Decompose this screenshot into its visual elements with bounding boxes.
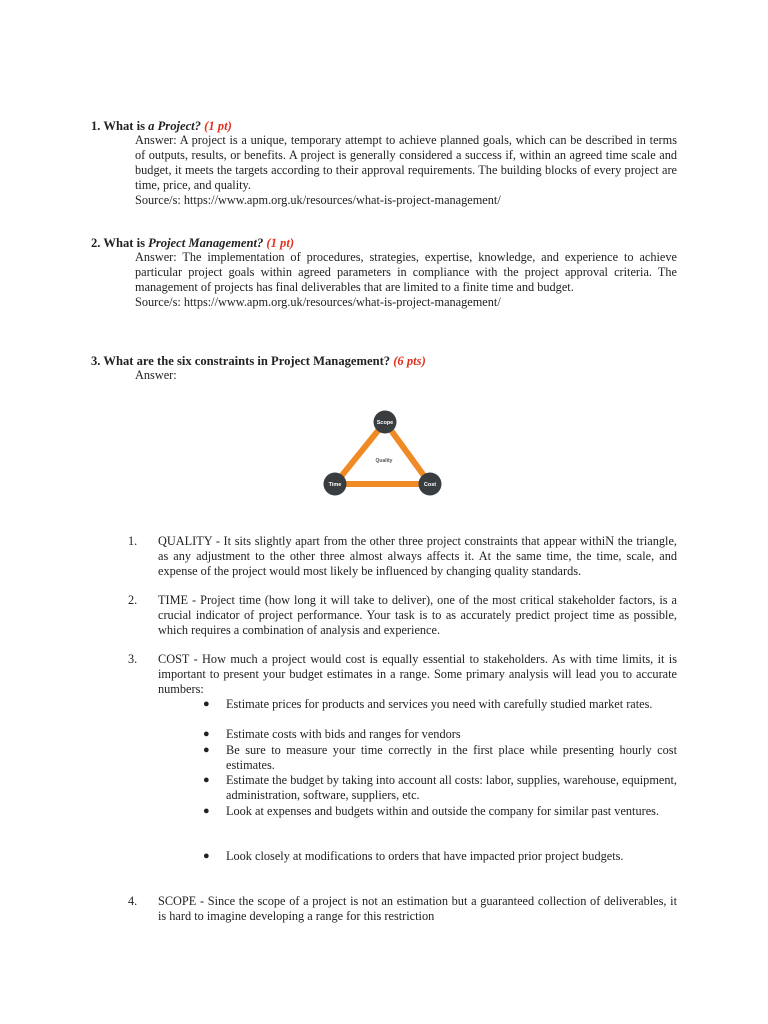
list-item bbox=[201, 743, 677, 773]
bullet-dot-icon: ● bbox=[203, 774, 210, 786]
center-quality-label: Quality bbox=[375, 458, 393, 464]
list-number: 3. bbox=[128, 652, 138, 666]
node-scope-label: Scope bbox=[376, 420, 394, 426]
question-number: 2. bbox=[91, 236, 101, 250]
answer-text: Answer: The implementation of procedures, strategies, expertise, knowledge, and experience to achieve particular project goals within agreed parameters in compliance with the project approval criteria. The management of projects has final deliverables that are limited to a finite time and budget. bbox=[135, 250, 677, 294]
question-3-title bbox=[91, 354, 426, 369]
constraint-text: SCOPE - Since the scope of a project is not an estimation but a guaranteed collection of deliverables, it is hard to imagine developing a range for this restriction bbox=[158, 894, 677, 923]
list-number: 1. bbox=[128, 534, 138, 548]
question-1-answer bbox=[135, 133, 677, 208]
node-cost-label: Cost bbox=[423, 482, 437, 488]
list-item bbox=[201, 849, 677, 864]
bullet-dot-icon: ● bbox=[203, 728, 210, 740]
bullet-dot-icon: ● bbox=[203, 698, 210, 710]
question-number: 1. bbox=[91, 119, 101, 133]
points-label: (1 pt) bbox=[204, 119, 232, 133]
list-item bbox=[201, 773, 677, 803]
constraint-item-cost bbox=[128, 652, 677, 697]
bullet-text: Estimate the budget by taking into account all costs: labor, supplies, warehouse, equipment, administration, software, suppliers, etc. bbox=[226, 773, 677, 802]
constraint-text: COST - How much a project would cost is equally essential to stakeholders. As with time limits, it is important to present your budget estimates in a range. Some primary analysis will lead you to accurate numbers: bbox=[158, 652, 677, 696]
source-text: Source/s: https://www.apm.org.uk/resources/what-is-project-management/ bbox=[135, 193, 501, 207]
bullet-text: Look at expenses and budgets within and outside the company for similar past ventures. bbox=[226, 804, 660, 818]
answer-label: Answer: bbox=[135, 368, 177, 382]
constraint-text: QUALITY - It sits slightly apart from the other three project constraints that appear withiN the triangle, as any adjustment to the other three almost always affects it. At the same time, the time, scale, and expense of the project would most likely be influenced by changing quality standards. bbox=[158, 534, 677, 578]
list-item bbox=[201, 727, 677, 742]
list-item bbox=[201, 697, 677, 712]
constraint-item-quality bbox=[128, 534, 677, 579]
bullet-text: Be sure to measure your time correctly in the first place while presenting hourly cost estimates. bbox=[226, 743, 677, 772]
constraint-item-scope bbox=[128, 894, 677, 924]
source-text: Source/s: https://www.apm.org.uk/resources/what-is-project-management/ bbox=[135, 295, 501, 309]
bullet-dot-icon: ● bbox=[203, 805, 210, 817]
list-item bbox=[201, 804, 677, 819]
constraint-text: TIME - Project time (how long it will take to deliver), one of the most critical stakeholder factors, is a crucial indicator of project performance. Your task is to as accurately predict project time as possible, which requires a combination of analysis and experience. bbox=[158, 593, 677, 637]
points-label: (1 pt) bbox=[266, 236, 295, 250]
question-topic: a Project? bbox=[148, 119, 201, 133]
bullet-text: Estimate prices for products and services you need with carefully studied market rates. bbox=[226, 697, 653, 711]
question-number: 3. bbox=[91, 354, 101, 368]
project-triangle-diagram bbox=[312, 400, 464, 500]
question-topic: Project Management? bbox=[148, 236, 264, 250]
question-2-answer bbox=[135, 250, 677, 310]
bullet-text: Look closely at modifications to orders that have impacted prior project budgets. bbox=[226, 849, 624, 863]
question-lead: What is bbox=[103, 236, 149, 250]
list-number: 4. bbox=[128, 894, 138, 908]
question-3-answer-label bbox=[135, 368, 677, 383]
edge-scope-time bbox=[335, 422, 385, 484]
question-2-title bbox=[91, 236, 294, 251]
constraint-item-time bbox=[128, 593, 677, 638]
question-1-title bbox=[91, 119, 232, 134]
node-time-label: Time bbox=[328, 482, 342, 488]
list-number: 2. bbox=[128, 593, 138, 607]
points-label: (6 pts) bbox=[393, 354, 426, 368]
question-lead: What are the six constraints in Project Management? bbox=[103, 354, 391, 368]
bullet-dot-icon: ● bbox=[203, 850, 210, 862]
bullet-text: Estimate costs with bids and ranges for vendors bbox=[226, 727, 461, 741]
question-lead: What is bbox=[103, 119, 149, 133]
answer-text: Answer: A project is a unique, temporary attempt to achieve planned goals, which can be described in terms of outputs, results, or benefits. A project is generally considered a success if, within an agreed time scale and budget, it meets the targets according to their approval requirements. The building blocks of every project are time, price, and quality. bbox=[135, 133, 677, 192]
bullet-dot-icon: ● bbox=[203, 744, 210, 756]
